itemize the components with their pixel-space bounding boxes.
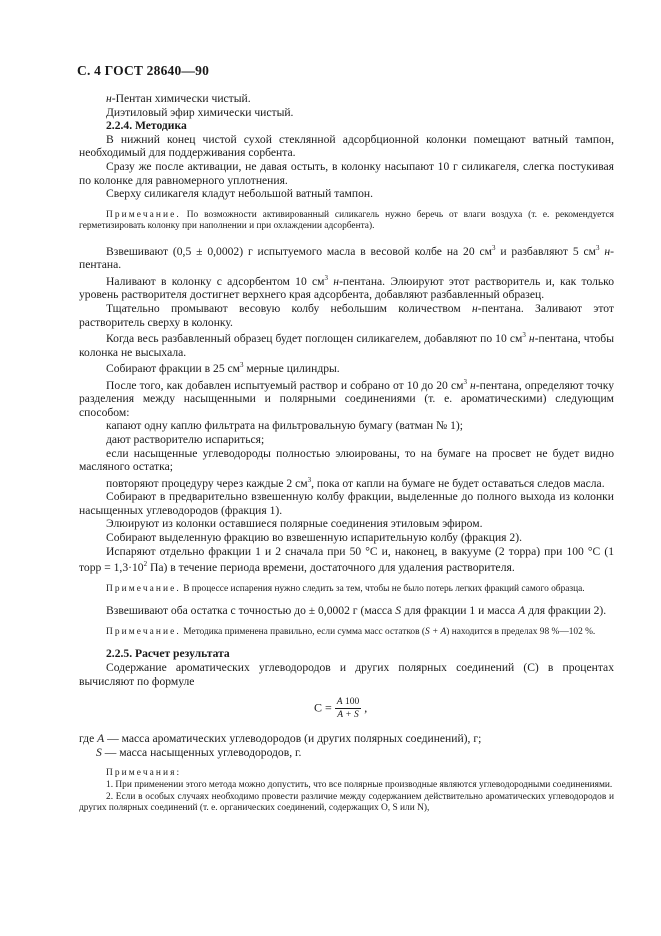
paragraph: Элюируют из колонки оставшиеся полярные соединения этиловым эфиром.	[106, 517, 483, 531]
formula: С = $\frac{A 100}{A + S}$ ,	[314, 697, 368, 721]
paragraph: В нижний конец чистой сухой стеклянной адсорбционной колонки помещают ватный тампон, необходимый для поддерживания сорбента.	[79, 132, 614, 160]
paragraph: Испаряют отдельно фракции 1 и 2 сначала при 50 °С и, наконец, в вакууме (2 торра) при 100 °С (1 торр = $1,3\cdot 10^2$ Па) в течение периода времени, достаточного для удаления растворителя.	[79, 544, 614, 575]
formula-fraction: $\frac{A 100}{A + S}$	[336, 697, 360, 721]
paragraph: Собирают в предварительно взвешенную колбу фракции, выделенные до полного выхода из колонки насыщенных углеводородов (фракция 1).	[79, 490, 614, 517]
legend-a: где A — масса ароматических углеводородов (и других полярных соединений), г;	[79, 732, 482, 746]
reagent-ether: Диэтиловый эфир химически чистый.	[106, 105, 294, 119]
list-item: капают одну каплю фильтрата на фильтровальную бумагу (ватман № 1);	[106, 419, 463, 433]
note-item-2: 2. Если в особых случаях необходимо провести различие между содержанием действительно ароматических углеводородов и других полярных соединений (т. е. органических соединений, содержащих О, S или N),	[79, 791, 614, 814]
list-item: дают растворителю испариться;	[106, 432, 265, 446]
paragraph: Наливают в колонку с адсорбентом 10 $см^3$ н-пентана. Элюируют этот растворитель и, как только уровень растворителя достигнет верхнего края адсорбента, добавляют разбавленный образец.	[79, 273, 615, 302]
paragraph: Собирают фракции в 25 $см^3$ мерные цилиндры.	[106, 361, 340, 376]
legend-s: S — масса насыщенных углеводородов, г.	[96, 745, 302, 759]
paragraph: Сразу же после активации, не давая остыть, в колонку насыпают 10 г силикагеля, слегка постукивая по колонке для равномерного уплотнения.	[79, 159, 614, 187]
paragraph: Сверху силикагеля кладут небольшой ватный тампон.	[106, 187, 373, 201]
list-item: если насыщенные углеводороды полностью элюированы, то на бумаге на просвет не будет видно масляного остатка;	[79, 446, 614, 474]
note-item-1: 1. При применении этого метода можно допустить, что все полярные производные являются углеводородными соединениями.	[106, 779, 613, 790]
section-2-2-5-heading: 2.2.5. Расчет результата	[106, 647, 230, 661]
formula-legend	[79, 732, 614, 759]
section-2-2-4-heading: 2.2.4. Методика	[106, 119, 187, 133]
reagent-pentane: н-Пентан химически чистый.	[106, 92, 251, 105]
page-content	[79, 92, 614, 815]
note-2: Примечание. В процессе испарения нужно следить за тем, чтобы не было потерь легких фракций самого образца.	[106, 583, 585, 594]
paragraph: Содержание ароматических углеводородов и других полярных соединений (С) в процентах вычисляют по формуле	[79, 660, 614, 688]
paragraph: Когда весь разбавленный образец будет поглощен силикагелем, добавляют по 10 $см^3$ н-пентана, чтобы колонка не высыхала.	[79, 331, 614, 359]
note-1: Примечание. По возможности активированный силикагель нужно беречь от влаги воздуха (т. е. рекомендуется герметизировать колонку при наполнении и при охлаждении адсорбента).	[79, 209, 614, 232]
paragraph: Тщательно промывают весовую колбу небольшим количеством н-пентана. Заливают этот растворитель сверху в колонку.	[79, 302, 614, 329]
list-item: повторяют процедуру через каждые 2 $см^3$, пока от капли на бумаге не будет оставаться следов масла.	[106, 475, 605, 490]
paragraph: Взвешивают (0,5 ± 0,0002) г испытуемого масла в весовой колбе на 20 $см^3$ и разбавляют 5 $см^3$ н-пентана.	[79, 243, 614, 272]
notes-heading: Примечания:	[106, 768, 182, 779]
note-3: Примечание. Методика применена правильно, если сумма масс остатков (S + A) находится в пределах 98 %—102 %.	[106, 626, 596, 637]
paragraph: Взвешивают оба остатка с точностью до ± 0,0002 г (масса S для фракции 1 и масса A для фракции 2).	[106, 604, 607, 618]
paragraph: После того, как добавлен испытуемый раствор и собрано от 10 до 20 $см^3$ н-пентана, определяют точку разделения между насыщенными и полярными соединениями (т. е. ароматическими) следующим способом:	[79, 377, 615, 419]
paragraph: Собирают выделенную фракцию во взвешенную испарительную колбу (фракция 2).	[106, 530, 522, 544]
page-header: С. 4 ГОСТ 28640—90	[77, 63, 210, 78]
